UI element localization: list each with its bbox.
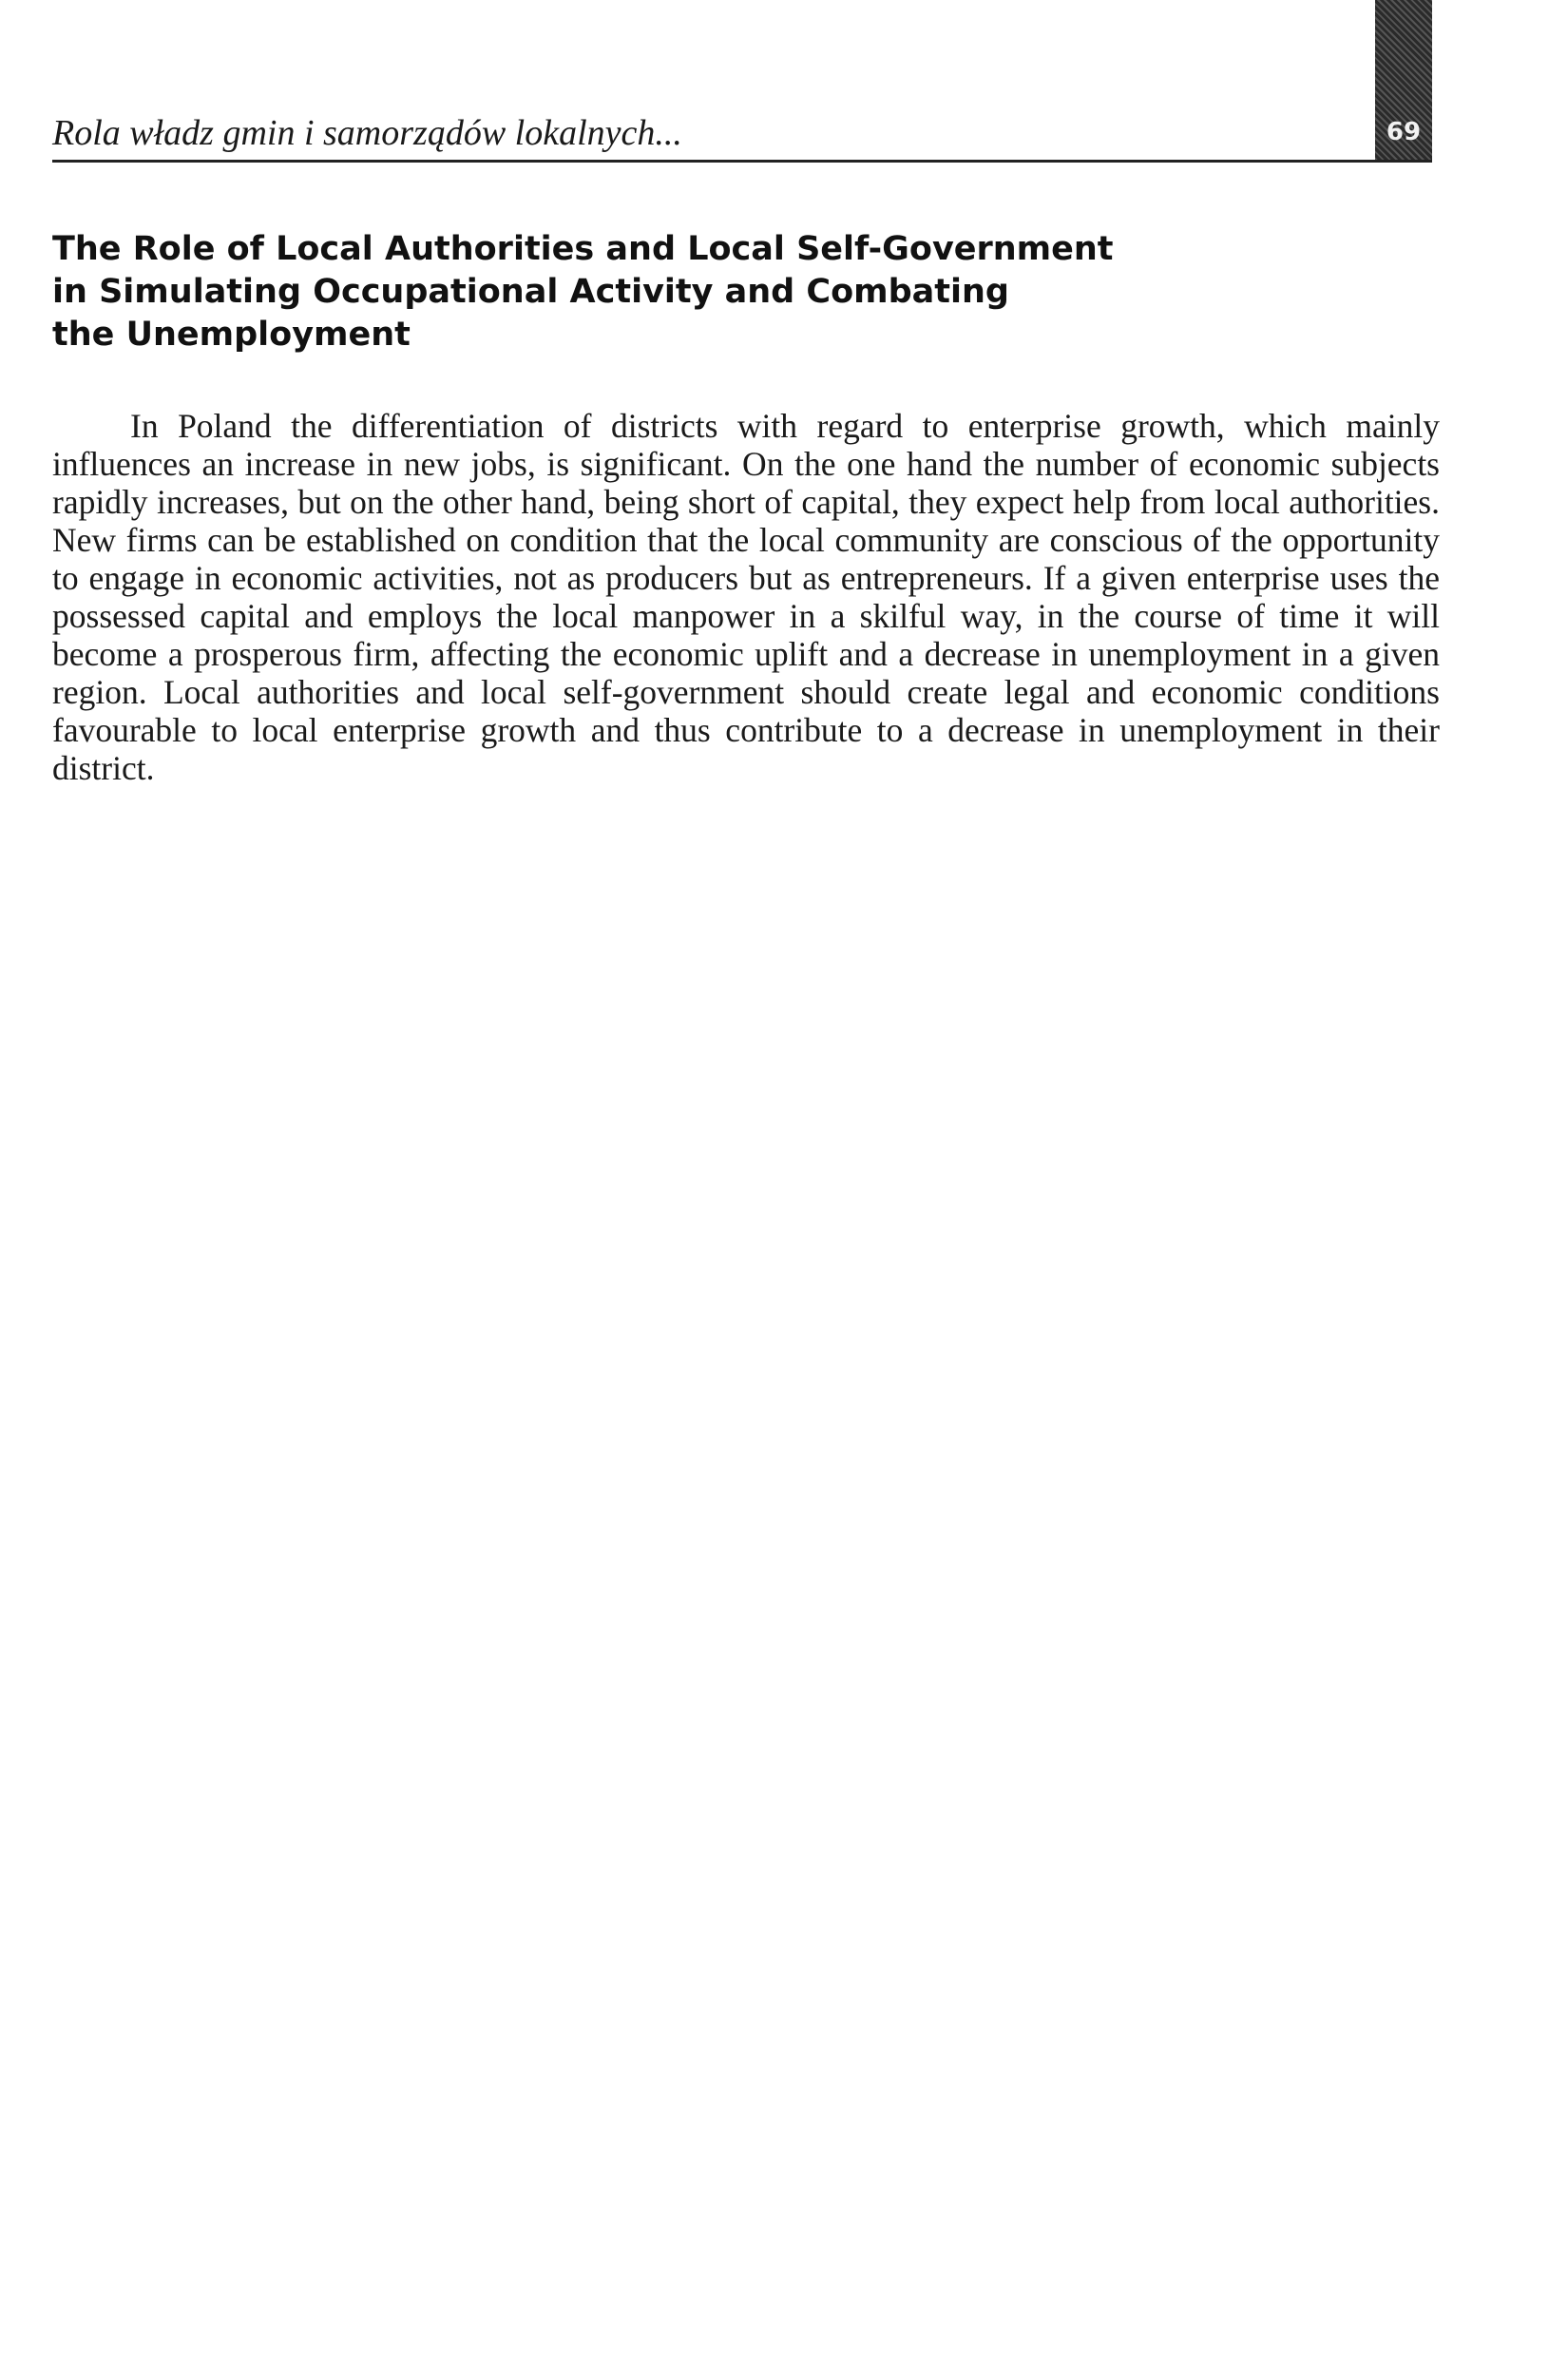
abstract-paragraph: In Poland the differentiation of districts with regard to enterprise growth, which mainly influences an increase in new jobs, is significant. On the one hand the number of economic subjects rapidly increases, but on the other hand, being short of capital, they expect help from local authorities. New firms can be established on condition that the local community are conscious of the opportunity to engage in economic activities, not as producers but as entrepreneurs. If a given enterprise uses the possessed capital and employs the local manpower in a skilful way, in the course of time it will become a prosperous firm, affecting the economic uplift and a decrease in unemployment in a given region. Local authorities and local self-government should create legal and economic conditions favourable to local enterprise growth and thus contribute to a decrease in unemployment in their district. <box>52 407 1440 787</box>
article-title-line: The Role of Local Authorities and Local Self-Government <box>52 230 1114 268</box>
running-head-title: Rola władz gmin i samorządów lokalnych... <box>52 113 682 153</box>
header-rule <box>52 160 1432 163</box>
article-title <box>52 228 1421 356</box>
article-title-line: the Unemployment <box>52 316 411 354</box>
page-number-tab <box>1375 0 1432 160</box>
page-number: 69 <box>1386 118 1422 146</box>
article-title-line: in Simulating Occupational Activity and Combating <box>52 273 1009 311</box>
